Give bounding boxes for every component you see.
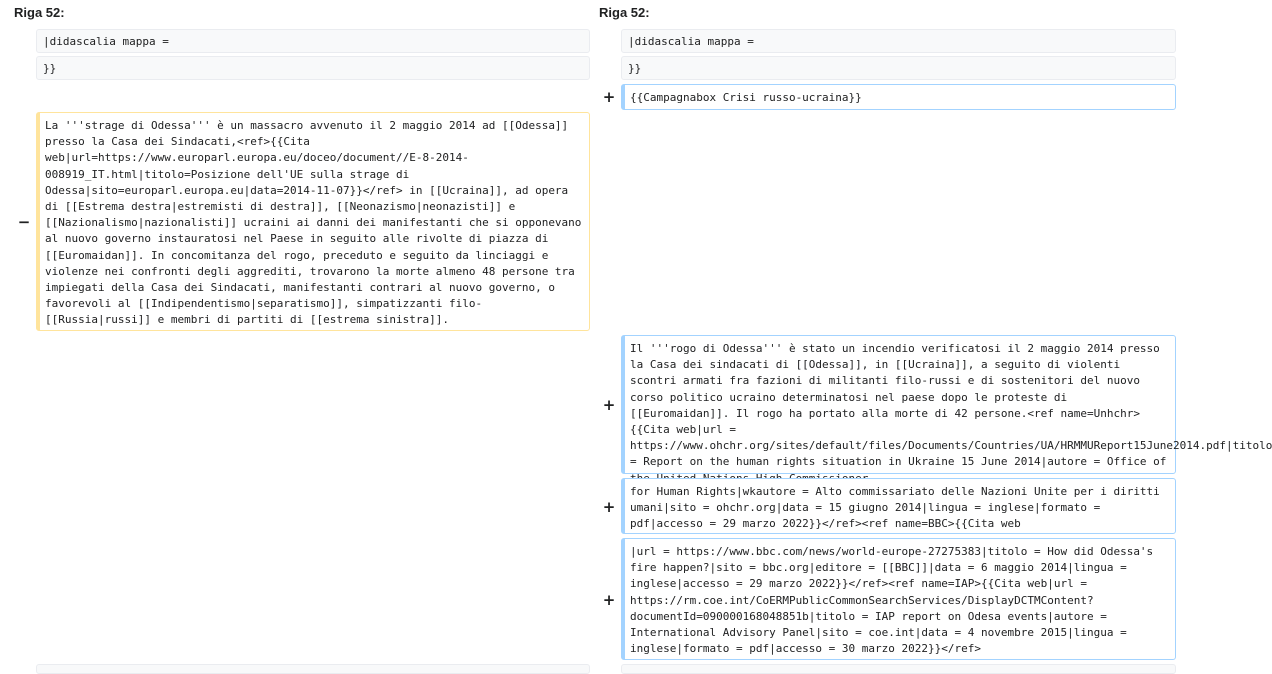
- right-context-line-1: |didascalia mappa =: [621, 29, 1176, 53]
- added-line-marker-4: +: [602, 591, 616, 609]
- right-context-line-2: }}: [621, 56, 1176, 80]
- deleted-paragraph: La '''strage di Odessa''' è un massacro avvenuto il 2 maggio 2014 ad [[Odessa]] presso la Casa dei Sindacati,<ref>{{Cita web|url=https://www.europarl.europa.eu/doceo/document//E-8-2014-008919_IT.html|titolo=Posizione dell'UE sulla strage di Odessa|sito=europarl.europa.eu|data=2014-11-07}}</ref> in [[Ucraina]], ad opera di [[Estrema destra|estremisti di destra]], [[Neonazismo|neonazisti]] e [[Nazionalismo|nazionalisti]] ucraini ai danni dei manifestanti che si opponevano al nuovo governo instauratosi nel Paese in seguito alle rivolte di piazza di [[Euromaidan]]. In concomitanza del rogo, preceduto e seguito da linciaggi e violenze nei confronti degli aggrediti, trovarono la morte almeno 48 persone tra impiegati della Casa dei Sindacati, manifestanti contrari al nuovo governo, o favorevoli al [[Indipendentismo|separatismo]], simpatizzanti filo-[[Russia|russi]] e membri di partiti di [[estrema sinistra]].: [36, 112, 590, 331]
- left-line-header: Riga 52:: [14, 5, 65, 20]
- added-line-bbc-iap: |url = https://www.bbc.com/news/world-europe-27275383|titolo = How did Odessa's fire happen?|sito = bbc.org|editore = [[BBC]]|data = 6 maggio 2014|lingua = inglese|accesso = 29 marzo 2022}}</ref><ref name=IAP>{{Cita web|url = https://rm.coe.int/CoERMPublicCommonSearchServices/DisplayDCTMContent?documentId=090000168048851b|titolo = IAP report on Odesa events|autore = International Advisory Panel|sito = coe.int|data = 4 novembre 2015|lingua = inglese|formato = pdf|accesso = 30 marzo 2022}}</ref>: [621, 538, 1176, 660]
- right-line-header: Riga 52:: [599, 5, 650, 20]
- added-line-marker-2: +: [602, 396, 616, 414]
- left-context-line-3: [36, 664, 590, 674]
- added-line-ohchr: for Human Rights|wkautore = Alto commissariato delle Nazioni Unite per i diritti umani|sito = ohchr.org|data = 15 giugno 2014|lingua = inglese|formato = pdf|accesso = 29 marzo 2022}}</ref><ref name=BBC>{{Cita web: [621, 478, 1176, 534]
- added-line-campagnabox: {{Campagnabox Crisi russo-ucraina}}: [621, 84, 1176, 110]
- added-paragraph-rogo: Il '''rogo di Odessa''' è stato un incendio verificatosi il 2 maggio 2014 presso la Casa dei sindacati di [[Odessa]], in [[Ucraina]], a seguito di violenti scontri armati fra fazioni di militanti filo-russi e di sostenitori del nuovo corso politico ucraino determinatosi nel paese dopo le proteste di [[Euromaidan]]. Il rogo ha portato alla morte di 42 persone.<ref name=Unhchr>{{Cita web|url = https://www.ohchr.org/sites/default/files/Documents/Countries/UA/HRMMUReport15June2014.pdf|titolo = Report on the human rights situation in Ukraine 15 June 2014|autore = Office of: [621, 335, 1176, 474]
- deleted-line-marker: −: [17, 213, 31, 231]
- left-context-line-2: }}: [36, 56, 590, 80]
- left-context-line-1: |didascalia mappa =: [36, 29, 590, 53]
- added-line-marker-1: +: [602, 88, 616, 106]
- added-line-marker-3: +: [602, 498, 616, 516]
- right-context-line-3: [621, 664, 1176, 674]
